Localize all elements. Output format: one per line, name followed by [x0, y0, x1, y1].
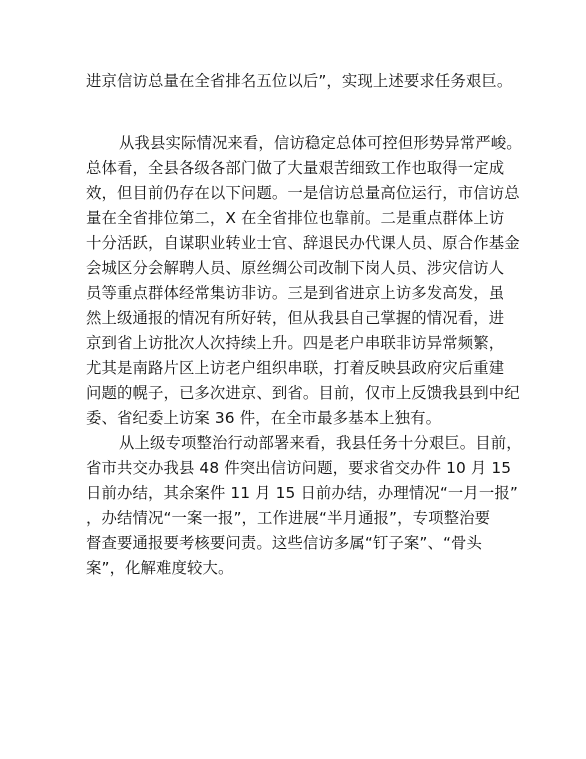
text-line: 督查要通报要考核要问责。这些信访多属“钉子案”、“骨头	[86, 534, 482, 552]
text-line: 总体看，全县各级各部门做了大量艰苦细致工作也取得一定成	[86, 159, 505, 177]
text-line: 委、省纪委上访案 36 件，在全市最多基本上独有。	[86, 409, 442, 427]
text-line: 效，但目前仍存在以下问题。一是信访总量高位运行，市信访总	[86, 184, 520, 202]
text-line: 问题的幌子，已多次进京、到省。目前，仅市上反馈我县到中纪	[86, 384, 520, 402]
text-line: 从我县实际情况来看，信访稳定总体可控但形势异常严峻。	[119, 134, 522, 152]
text-line: 尤其是南路片区上访老户组织串联，打着反映县政府灾后重建	[86, 359, 505, 377]
text-line: 省市共交办我县 48 件突出信访问题，要求省交办件 10 月 15	[86, 459, 512, 477]
text-line: 从上级专项整治行动部署来看，我县任务十分艰巨。目前，	[119, 434, 522, 452]
text-line: 会城区分会解聘人员、原丝绸公司改制下岗人员、涉灾信访人	[86, 259, 505, 277]
text-line: ，办结情况“一案一报”，工作进展“半月通报”，专项整治要	[86, 509, 491, 527]
text-line: 量在全省排位第二，X 在全省排位也靠前。二是重点群体上访	[86, 209, 505, 227]
top-line: 进京信访总量在全省排名五位以后”，实现上述要求任务艰巨。	[86, 72, 513, 90]
text-line: 日前办结，其余案件 11 月 15 日前办结，办理情况“一月一报”	[86, 484, 518, 502]
text-line: 案”，化解难度较大。	[86, 559, 234, 577]
text-line: 京到省上访批次人次持续上升。四是老户串联非访异常频繁，	[86, 334, 505, 352]
text-line: 十分活跃，自谋职业转业士官、辞退民办代课人员、原合作基金	[86, 234, 520, 252]
text-line: 然上级通报的情况有所好转，但从我县自己掌握的情况看，进	[86, 309, 505, 327]
text-line: 员等重点群体经常集访非访。三是到省进京上访多发高发，虽	[86, 284, 505, 302]
